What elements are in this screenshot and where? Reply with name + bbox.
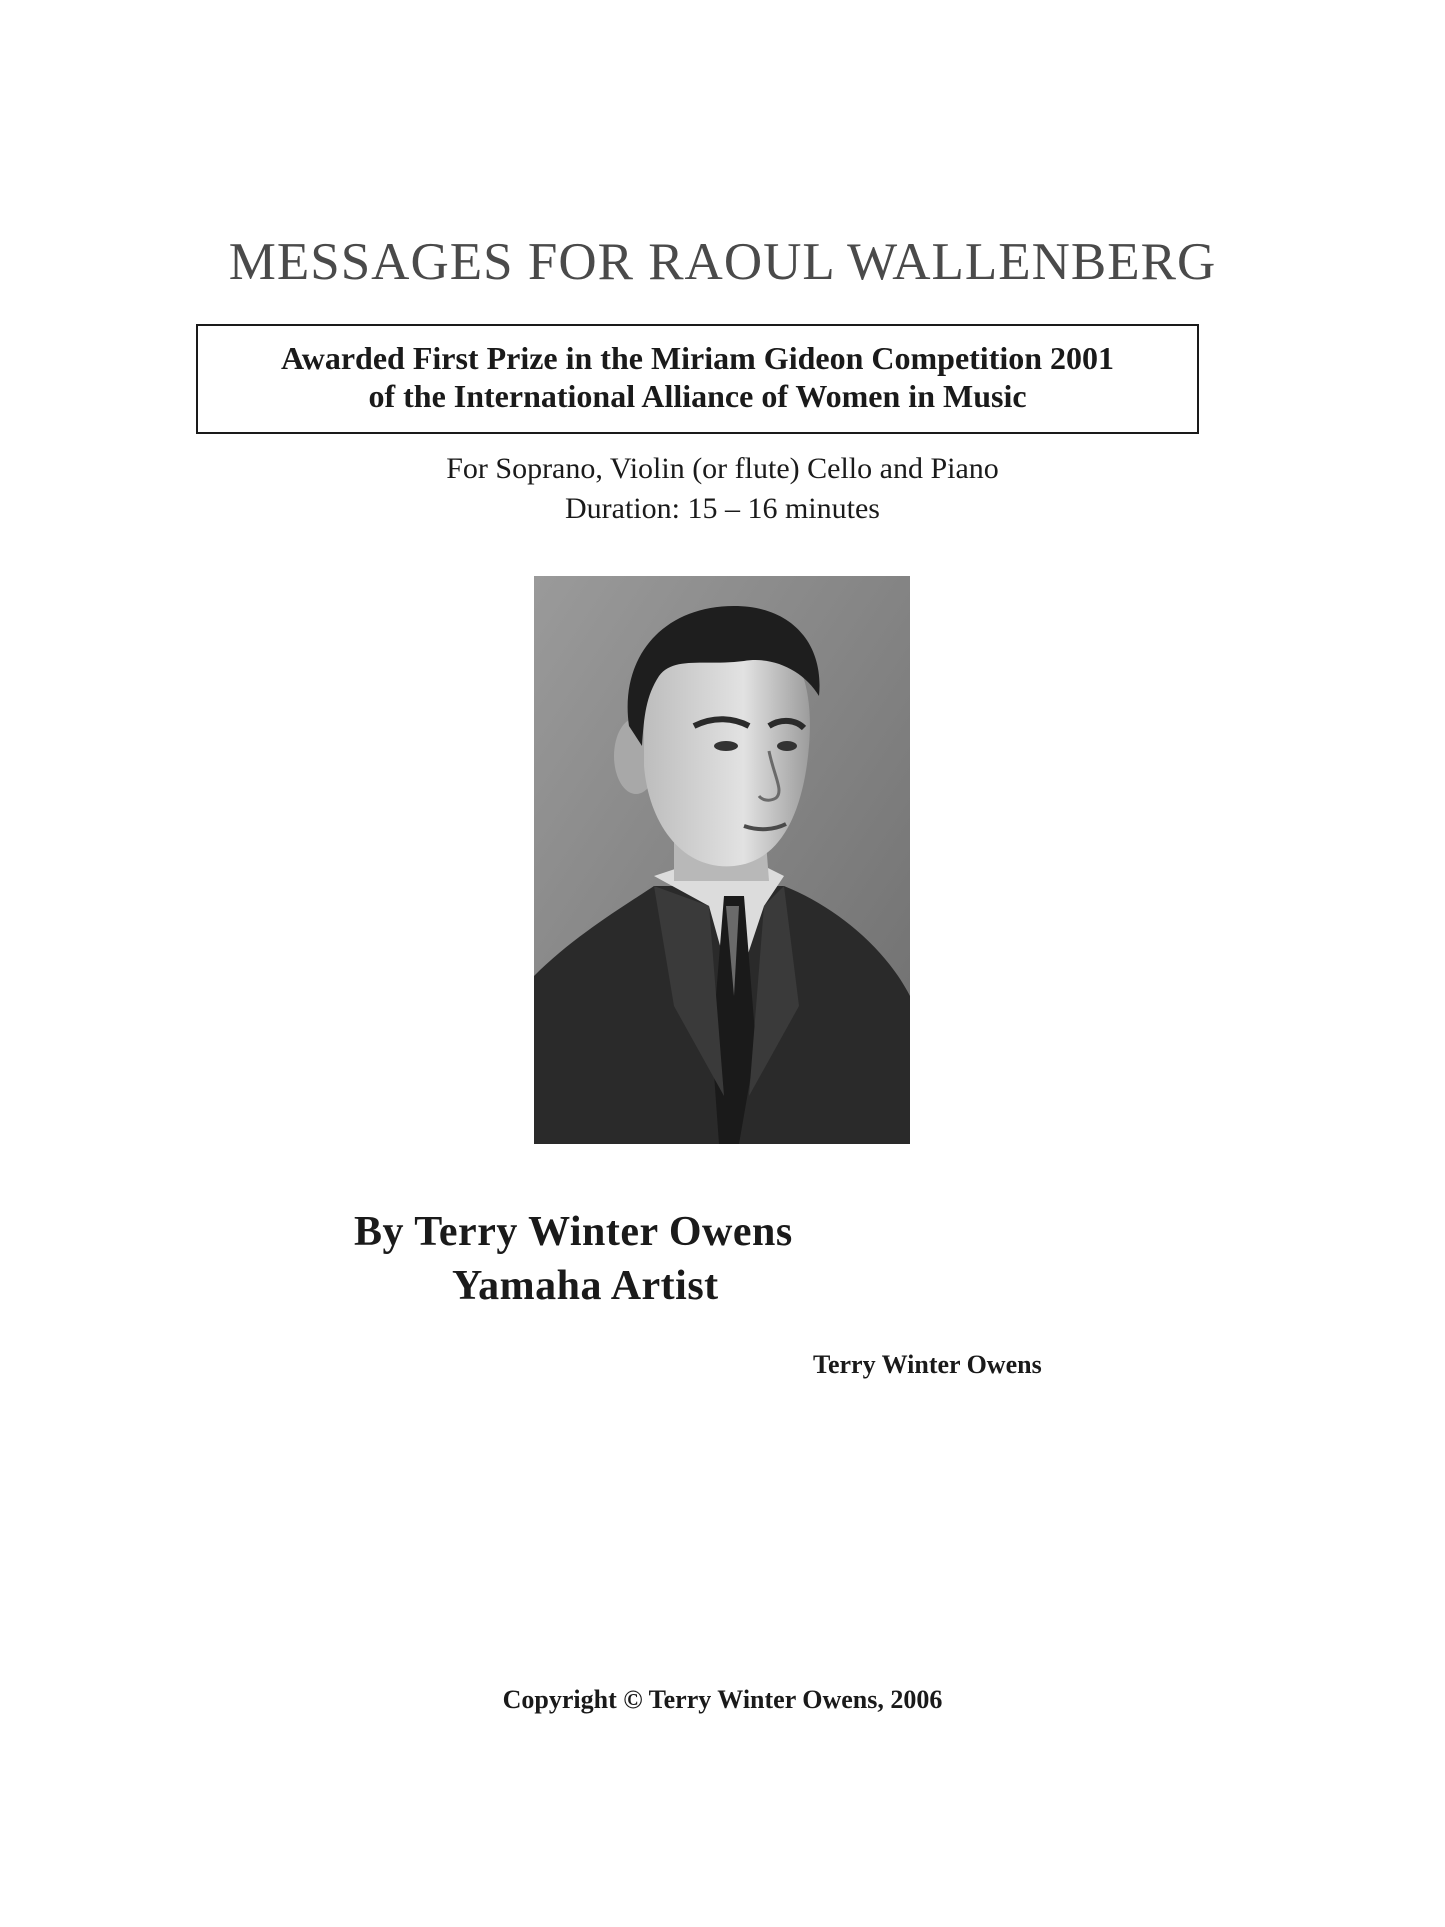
portrait-photo bbox=[534, 576, 910, 1144]
composer-signature: Terry Winter Owens bbox=[813, 1350, 1042, 1379]
award-line-2: of the International Alliance of Women in Music bbox=[368, 378, 1027, 414]
award-box bbox=[196, 324, 1199, 434]
composer-affiliation: Yamaha Artist bbox=[452, 1263, 719, 1309]
composer-credit: By Terry Winter Owens bbox=[354, 1209, 793, 1255]
duration-text: Duration: 15 – 16 minutes bbox=[565, 492, 880, 525]
award-line-1: Awarded First Prize in the Miriam Gideon Competition 2001 bbox=[280, 340, 1115, 376]
copyright-notice: Copyright © Terry Winter Owens, 2006 bbox=[502, 1685, 943, 1714]
page-title: MESSAGES FOR RAOUL WALLENBERG bbox=[228, 233, 1217, 291]
instrumentation-text: For Soprano, Violin (or flute) Cello and Piano bbox=[446, 452, 999, 485]
